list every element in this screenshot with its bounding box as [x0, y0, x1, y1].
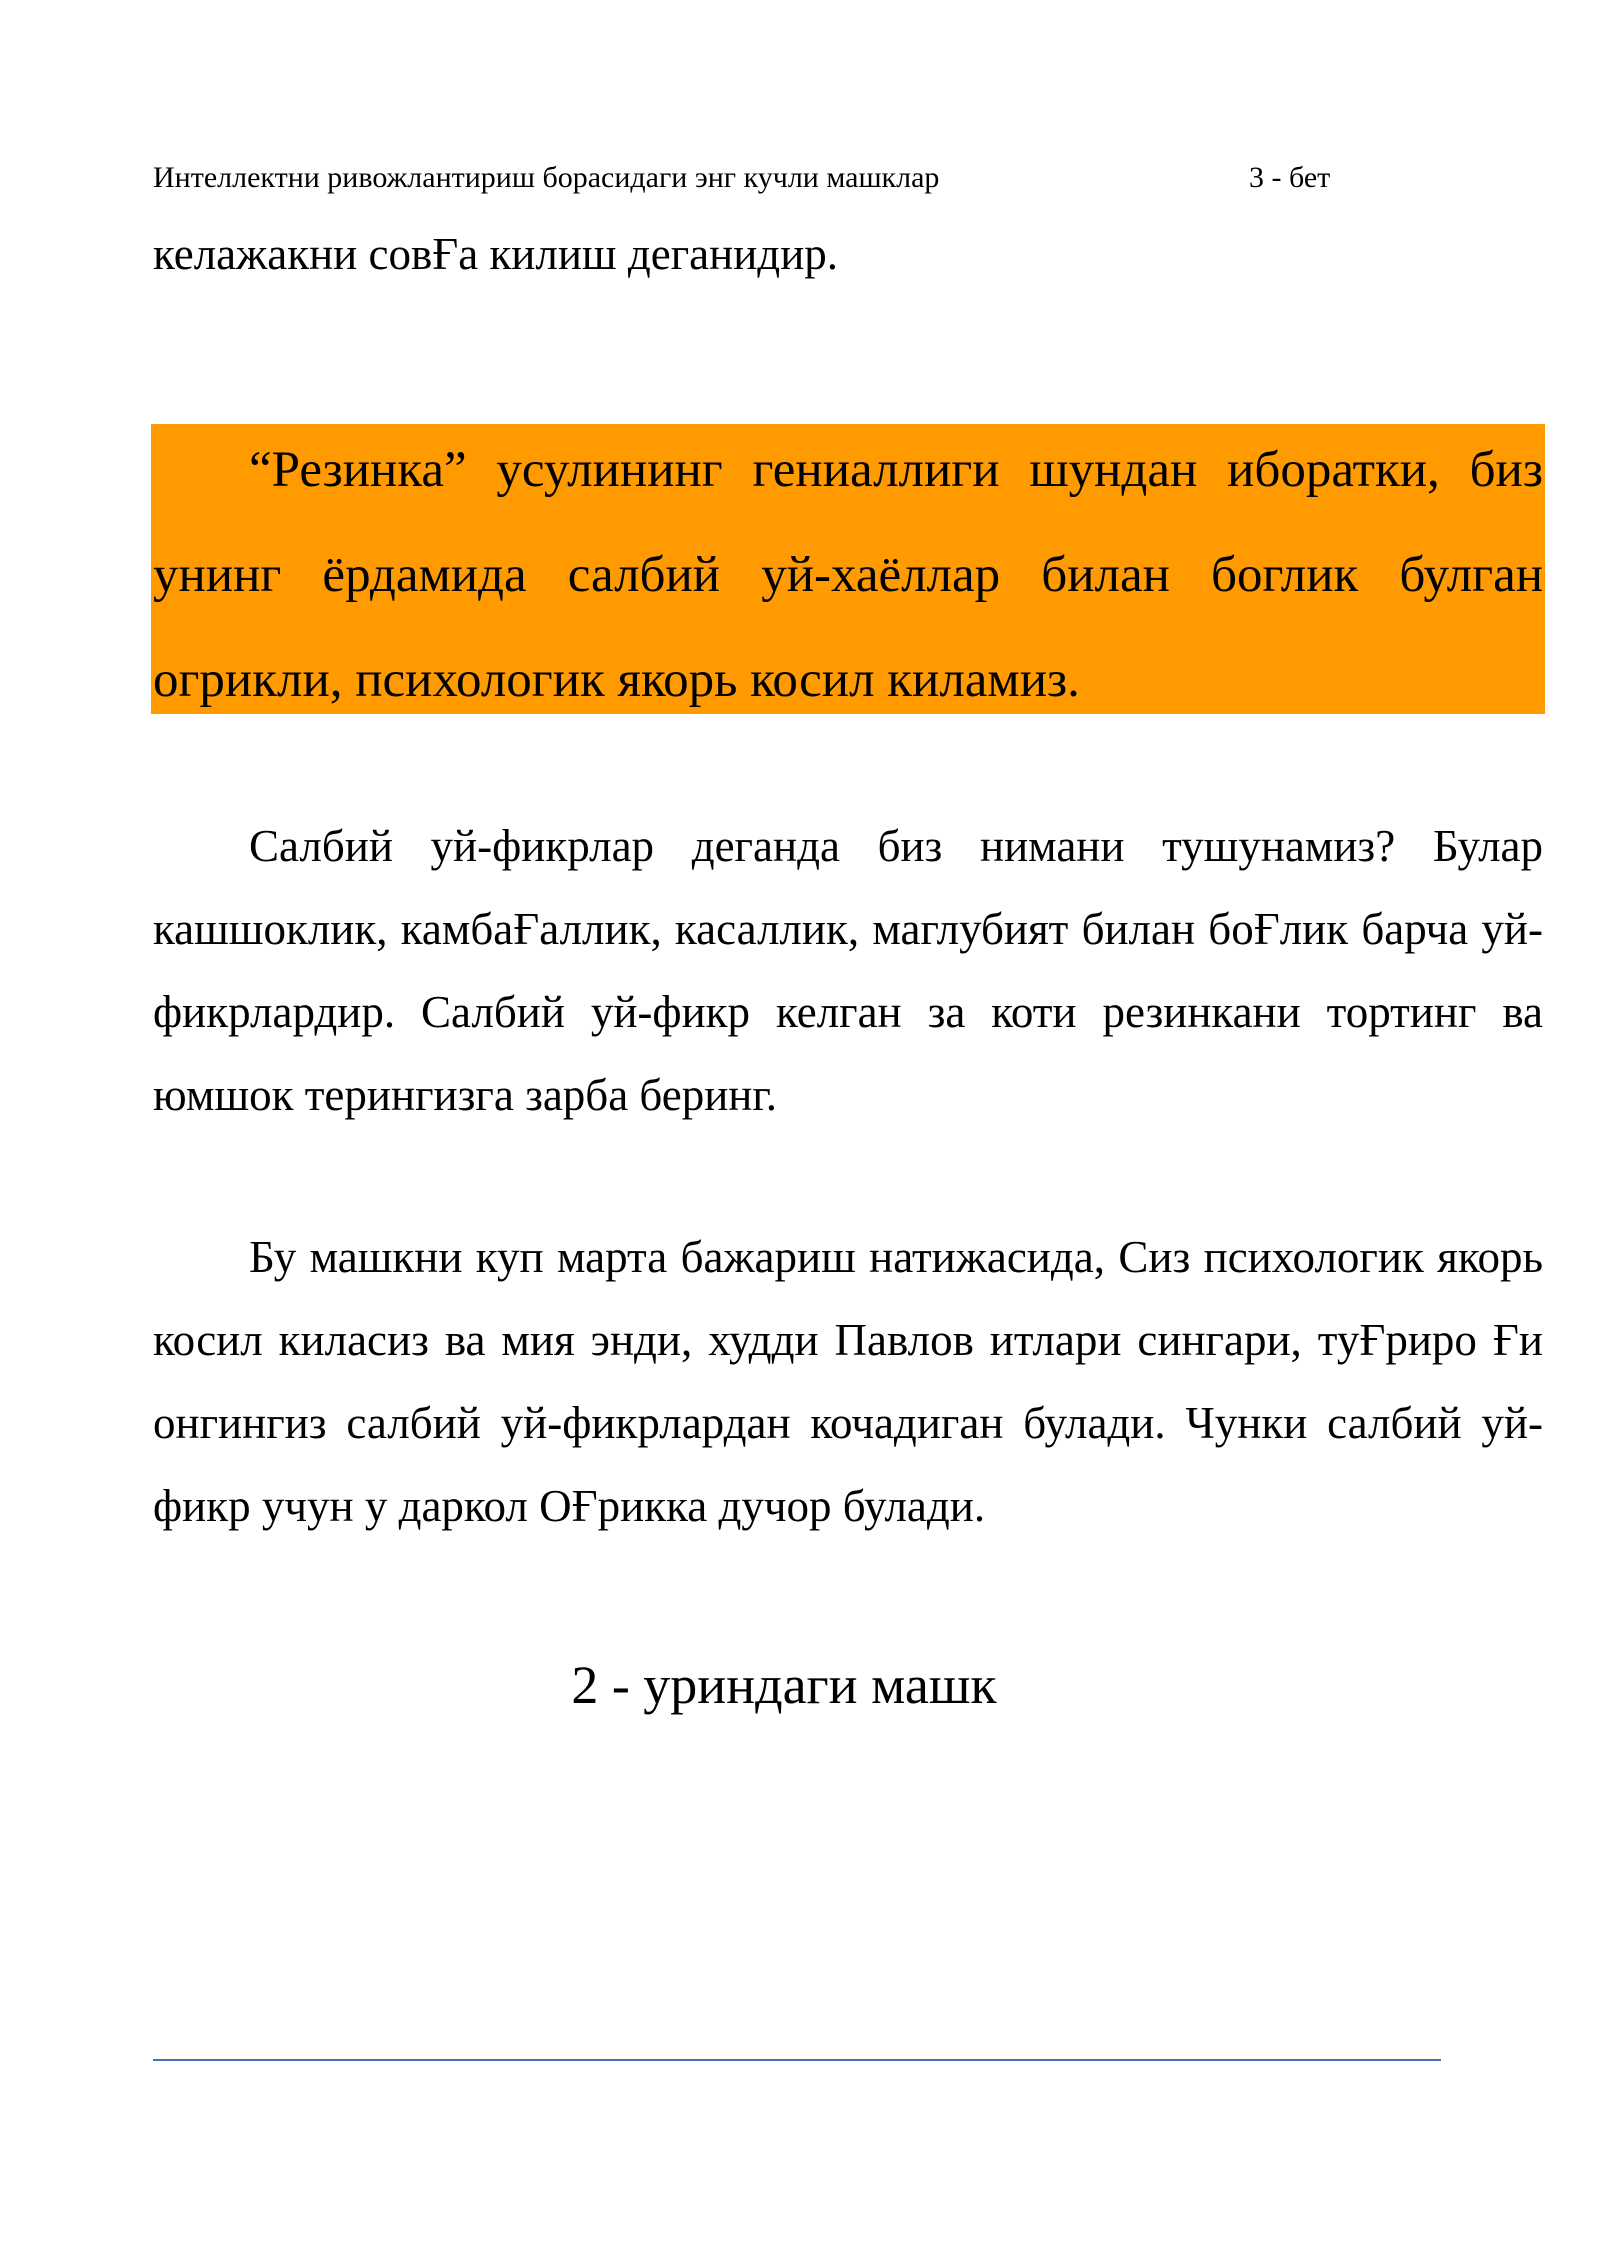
highlighted-paragraph: “Резинка” усулининг гениаллиги шундан иборатки, биз унинг ёрдамида салбий уй-хаёллар билан боглик булган огрикли, психологик якорь косил киламиз.	[153, 442, 1543, 708]
lead-line: келажакни совҒа килиш деганидир.	[153, 229, 839, 279]
body-paragraph-2: Бу машкни куп марта бажариш натижасида, Сиз психологик якорь косил киласиз ва мия энди, худди Павлов итлари сингари, туҒриро Ғи онгингиз салбий уй-фикрлардан кочадиган булади. Чунки салбий уй-фикр учун у даркол ОҒрикка дучор булади.	[153, 1232, 1543, 1531]
footer-rule	[153, 2059, 1441, 2061]
page-number: 3 - бет	[1249, 161, 1331, 194]
header-title: Интеллектни ривожлантириш борасидаги энг кучли машклар	[153, 161, 940, 194]
body-paragraph-1: Салбий уй-фикрлар деганда биз нимани тушунамиз? Булар кашшоклик, камбаҒаллик, касаллик, маглубият билан боҒлик барча уй-фикрлардир. Салбий уй-фикр келган за коти резинкани тортинг ва юмшок терингизга зарба беринг.	[153, 821, 1543, 1120]
section-heading: 2 - уриндаги машк	[571, 1655, 997, 1715]
